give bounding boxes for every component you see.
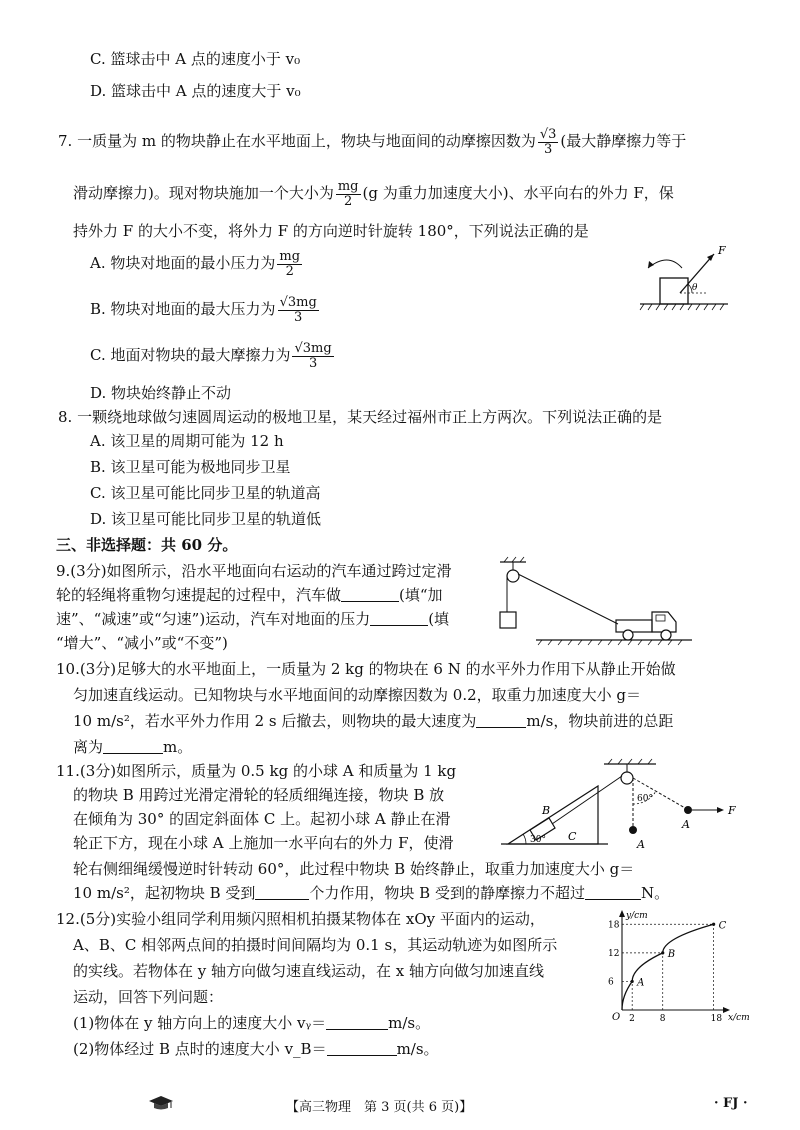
q12-line1: 12.(5分)实验小组同学利用频闪照相机拍摄某物体在 xOy 平面内的运动，	[56, 910, 545, 928]
q11-line5: 轮右侧细绳缓慢逆时针转动 60°，此过程中物块 B 始终静止，取重力加速度大小 g＝	[73, 860, 635, 878]
q7-stem-line3: 持外力 F 的大小不变，将外力 F 的方向逆时针旋转 180°，下列说法正确的是	[73, 222, 589, 240]
q12-line4: 运动，回答下列问题：	[73, 988, 224, 1006]
x-tick-label: 2	[629, 1014, 635, 1024]
q11-blank-1[interactable]	[255, 899, 309, 900]
footer-page-label: 【高三物理 第 3 页(共 6 页)】	[286, 1100, 473, 1115]
q7-option-c: C. 地面对物块的最大摩擦力为 $\frac{√3mg}{3}$	[90, 341, 332, 371]
truck-wheel-front	[661, 630, 671, 640]
q10-line4: 离为 m。	[73, 738, 193, 756]
block	[660, 278, 688, 304]
q10-line1: 10.(3分)足够大的水平地面上，一质量为 2 kg 的物块在 6 N 的水平外力作用下从静止开始做	[56, 660, 676, 678]
label-c: C	[568, 830, 577, 843]
pulley	[507, 570, 519, 582]
ball-a-initial	[629, 826, 637, 834]
incline-c	[508, 786, 598, 844]
y-axis-arrow	[619, 910, 625, 917]
q7-option-d: D. 物块始终静止不动	[90, 384, 232, 402]
q12-blank-2[interactable]	[327, 1055, 397, 1056]
data-point	[631, 980, 634, 983]
ground-hatch	[640, 304, 724, 310]
label-30: 30°	[530, 835, 546, 845]
point-label: C	[718, 920, 727, 932]
theta-label: θ	[692, 283, 698, 293]
q7-stem-line2: 滑动摩擦力)。现对物块施加一个大小为 $\frac{mg}{2}$ (g 为重力加速度大小)、水平向右的外力 F，保	[73, 179, 674, 209]
q6-option-c: C. 篮球击中 A 点的速度小于 v₀	[90, 50, 301, 68]
q9-blank-1[interactable]	[341, 601, 399, 602]
y-tick-label: 12	[608, 948, 620, 959]
angle-30-arc	[523, 834, 526, 844]
q10-line2: 匀加速直线运动。已知物块与水平地面间的动摩擦因数为 0.2，取重力加速度大小 g＝	[73, 686, 641, 704]
label-60: 60°	[637, 794, 653, 804]
q7-mu-fraction: $\frac{√3}{3}$	[539, 127, 557, 157]
x-tick-label: 18	[710, 1014, 723, 1024]
origin-label: O	[612, 1012, 621, 1023]
q11-line3: 在倾角为 30° 的固定斜面体 C 上。起初小球 A 静止在滑	[73, 810, 451, 828]
rope-to-b	[552, 776, 622, 824]
y-tick-label: 6	[608, 977, 614, 988]
truck-wheel-rear	[623, 630, 633, 640]
footer-code: · FJ ·	[714, 1096, 748, 1111]
y-tick-label: 18	[608, 920, 620, 931]
q10-blank-1[interactable]	[476, 727, 526, 728]
q9-line1: 9.(3分)如图所示，沿水平地面向右运动的汽车通过跨过定滑	[56, 562, 452, 580]
q11-line6: 10 m/s²，起初物块 B 受到 个力作用，物块 B 受到的静摩擦力不超过 N。	[73, 884, 670, 902]
rotation-arc	[648, 260, 682, 268]
q12-sub2: (2)物体经过 B 点时的速度大小 v_B＝ m/s。	[73, 1040, 439, 1058]
ball-a-rotated	[684, 806, 692, 814]
q8-option-a: A. 该卫星的周期可能为 12 h	[90, 432, 284, 450]
section-heading: 三、非选择题：共 60 分。	[56, 536, 238, 554]
trajectory-line	[622, 924, 714, 1010]
x-axis-label: x/cm	[728, 1013, 750, 1023]
q11-blank-2[interactable]	[585, 899, 641, 900]
pulley	[621, 772, 633, 784]
q12-trajectory-chart	[600, 906, 750, 1030]
q8-option-b: B. 该卫星可能为极地同步卫星	[90, 458, 291, 476]
label-f: F	[728, 804, 736, 817]
label-b: B	[542, 804, 551, 817]
q10-blank-2[interactable]	[103, 753, 163, 754]
q7-option-b: B. 物块对地面的最大压力为 $\frac{√3mg}{3}$	[90, 295, 317, 325]
q9-line3: 速”、“减速”或“匀速”)运动，汽车对地面的压力 (填	[56, 610, 450, 628]
q11-figure	[496, 756, 766, 852]
q9-blank-2[interactable]	[370, 625, 428, 626]
y-axis-label: y/cm	[626, 911, 648, 921]
point-label: B	[667, 948, 676, 960]
q12-line3: 的实线。若物体在 y 轴方向做匀速直线运动，在 x 轴方向做匀加速直线	[73, 962, 545, 980]
force-f-arrowhead	[717, 807, 724, 813]
force-label: F	[718, 246, 726, 257]
q7-figure	[636, 246, 732, 320]
point-label: A	[637, 977, 645, 989]
q12-line2: A、B、C 相邻两点间的拍摄时间间隔均为 0.1 s，其运动轨迹为如图所示	[73, 936, 558, 954]
q11-line4: 轮正下方，现在小球 A 上施加一水平向右的外力 F，使滑	[73, 834, 454, 852]
q12-blank-1[interactable]	[326, 1029, 388, 1030]
q11-line2: 的物块 B 用跨过光滑定滑轮的轻质细绳连接，物块 B 放	[73, 786, 445, 804]
q9-line2: 轮的轻绳将重物匀速提起的过程中，汽车做 (填“加	[56, 586, 443, 604]
q8-stem: 8. 一颗绕地球做匀速圆周运动的极地卫星，某天经过福州市正上方两次。下列说法正确的是	[58, 408, 663, 426]
graduation-cap-icon	[148, 1094, 174, 1112]
q7-force-fraction: $\frac{mg}{2}$	[337, 179, 359, 209]
q7-stem-line1: 7. 一质量为 m 的物块静止在水平地面上，物块与地面间的动摩擦因数为 $\frac{√3}{3}$ (最大静摩擦力等于	[58, 127, 687, 157]
rope-to-truck	[518, 574, 618, 624]
weight	[500, 612, 516, 628]
q8-option-d: D. 该卫星可能比同步卫星的轨道低	[90, 510, 322, 528]
truck-window	[656, 615, 665, 621]
data-point	[661, 951, 664, 954]
q7-option-a: A. 物块对地面的最小压力为 $\frac{mg}{2}$	[90, 249, 301, 279]
truck-bed	[616, 620, 652, 632]
q10-line3: 10 m/s²，若水平外力作用 2 s 后撤去，则物块的最大速度为 m/s，物块前进的总距	[73, 712, 674, 730]
label-a-rotated: A	[682, 818, 690, 831]
x-tick-label: 8	[659, 1014, 666, 1024]
q9-line4: “增大”、“减小”或“不变”)	[56, 634, 228, 652]
rotation-arrowhead	[648, 261, 654, 268]
q6-option-d: D. 篮球击中 A 点的速度大于 v₀	[90, 82, 301, 100]
label-a-initial: A	[637, 838, 645, 851]
q11-line1: 11.(3分)如图所示，质量为 0.5 kg 的小球 A 和质量为 1 kg	[56, 762, 457, 780]
q12-sub1: (1)物体在 y 轴方向上的速度大小 vᵧ＝ m/s。	[73, 1014, 431, 1032]
data-point	[712, 923, 715, 926]
q8-option-c: C. 该卫星可能比同步卫星的轨道高	[90, 484, 321, 502]
q9-figure	[496, 556, 696, 646]
